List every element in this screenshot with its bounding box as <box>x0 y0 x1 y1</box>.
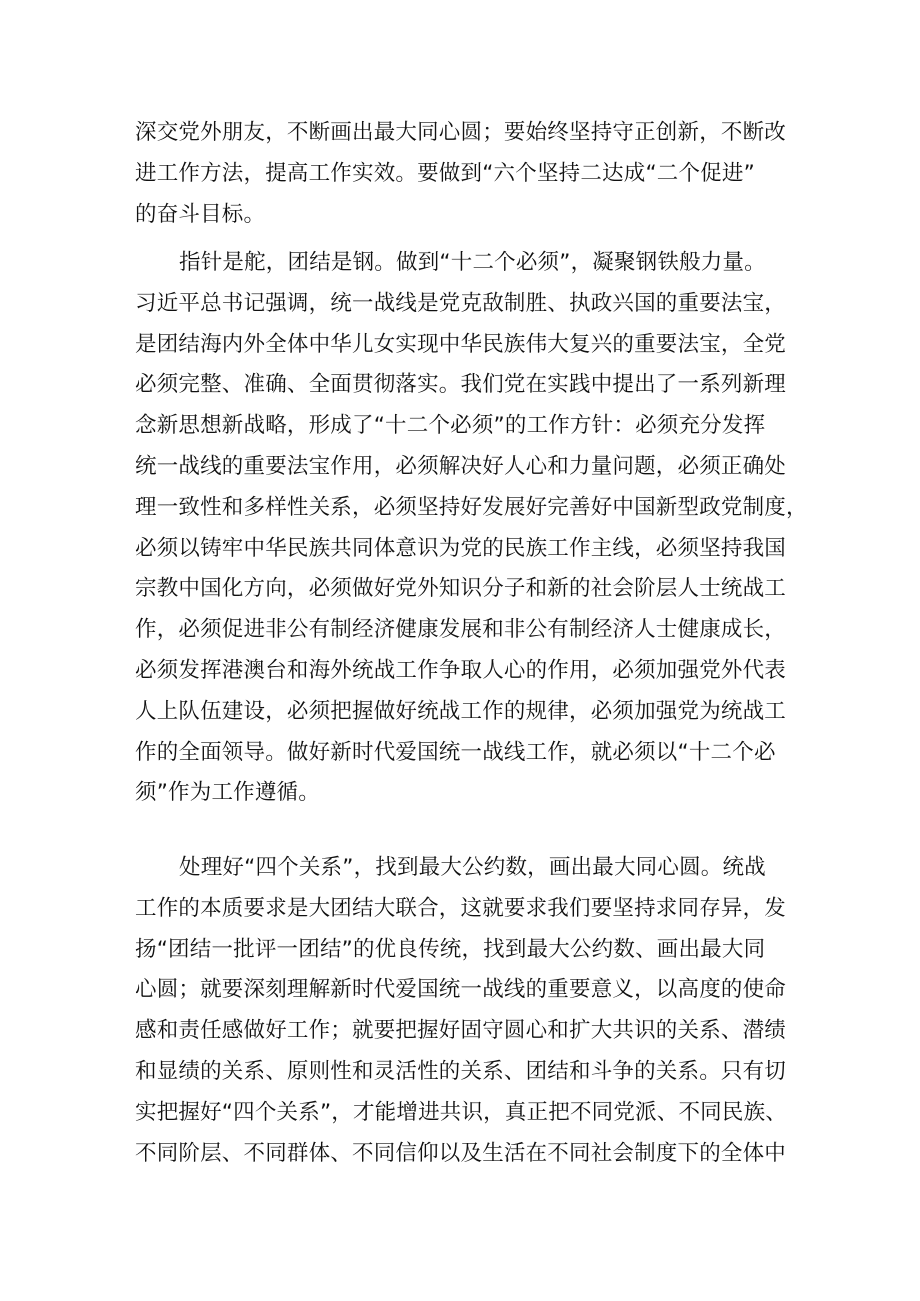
paragraph-line: 必须发挥港澳台和海外统战工作争取人心的作用，必须加强党外代表 <box>135 657 787 683</box>
paragraph-line: 扬“团结一批评一团结”的优良传统，找到最大公约数、画出最大同 <box>135 936 766 962</box>
paragraph-line: 宗教中国化方向，必须做好党外知识分子和新的社会阶层人士统战工 <box>135 576 787 602</box>
paragraph-continuation <box>135 113 795 235</box>
paragraph-line: 作，必须促进非公有制经济健康发展和非公有制经济人士健康成长， <box>135 617 787 643</box>
paragraph-line: 作的全面领导。做好新时代爱国统一战线工作，就必须以“十二个必 <box>135 739 776 765</box>
paragraph-line: 念新思想新战略，形成了“十二个必须”的工作方针：必须充分发挥 <box>135 413 766 439</box>
paragraph-line: 理一致性和多样性关系，必须坚持好发展好完善好中国新型政党制度， <box>135 494 808 520</box>
paragraph-line: 不同阶层、不同群体、不同信仰以及生活在不同社会制度下的全体中 <box>135 1140 787 1166</box>
paragraph-line: 和显绩的关系、原则性和灵活性的关系、团结和斗争的关系。只有切 <box>135 1058 787 1084</box>
paragraph-line: 习近平总书记强调，统一战线是党克敌制胜、执政兴国的重要法宝， <box>135 290 787 316</box>
paragraph-line: 须”作为工作遵循。 <box>135 780 320 806</box>
paragraph-line: 深交党外朋友，不断画出最大同心圆；要始终坚持守正创新，不断改 <box>135 120 787 145</box>
paragraph-line: 必须以铸牢中华民族共同体意识为党的民族工作主线，必须坚持我国 <box>135 535 787 561</box>
paragraph-line: 统一战线的重要法宝作用，必须解决好人心和力量问题，必须正确处 <box>135 453 787 479</box>
paragraph-line: 的奋斗目标。 <box>135 201 266 227</box>
paragraph-line: 实把握好“四个关系”，才能增进共识，真正把不同党派、不同民族、 <box>135 1099 787 1125</box>
paragraph-line: 指针是舵，团结是钢。做到“十二个必须”，凝聚钢铁般力量。 <box>179 250 766 275</box>
paragraph-line: 处理好“四个关系”，找到最大公约数，画出最大同心圆。统战 <box>179 855 766 880</box>
paragraph-line: 感和责任感做好工作；就要把握好固守圆心和扩大共识的关系、潜绩 <box>135 1018 787 1044</box>
paragraph-line: 心圆；就要深刻理解新时代爱国统一战线的重要意义，以高度的使命 <box>135 977 787 1003</box>
paragraph-line: 进工作方法，提高工作实效。要做到“六个坚持二达成“二个促进” <box>135 160 755 186</box>
paragraph-line: 人上队伍建设，必须把握做好统战工作的规律，必须加强党为统战工 <box>135 698 787 724</box>
paragraph-line: 是团结海内外全体中华儿女实现中华民族伟大复兴的重要法宝，全党 <box>135 331 787 357</box>
paragraph-twelve-musts <box>135 243 808 814</box>
paragraph-four-relations <box>135 848 795 1174</box>
paragraph-line: 必须完整、准确、全面贯彻落实。我们党在实践中提出了一系列新理 <box>135 372 787 398</box>
paragraph-line: 工作的本质要求是大团结大联合，这就要求我们要坚持求同存异，发 <box>135 895 787 921</box>
